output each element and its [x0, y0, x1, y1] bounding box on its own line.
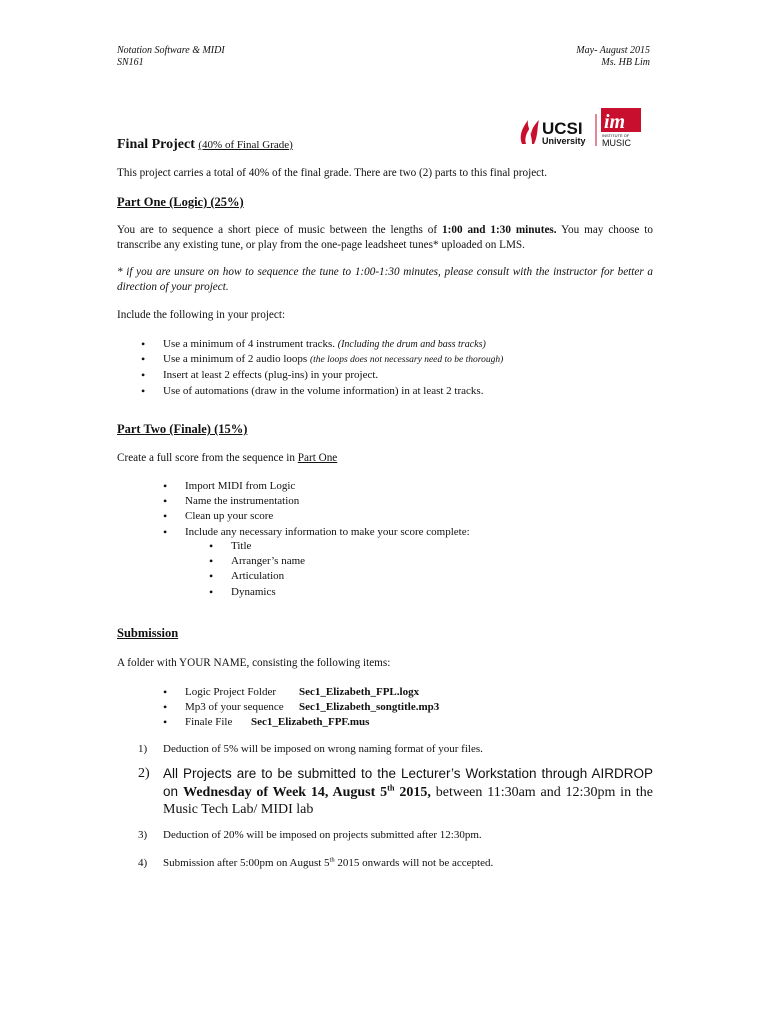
part-one-text-c: You may choose to transcribe any existing tune, or play from the one-page leadsheet tunes* uploaded on LMS. — [117, 224, 654, 251]
header-left — [117, 45, 225, 69]
list-item: • Arranger’s name — [209, 554, 509, 569]
part-one-heading: Part One (Logic) (25%) — [117, 195, 244, 209]
logo-ucsi-text: UCSI — [542, 119, 583, 138]
part-two-list — [163, 479, 643, 540]
list-item: • Import MIDI from Logic — [163, 479, 643, 494]
list-item: • Use a minimum of 2 audio loops (the loops does not necessary need to be thorough) — [141, 352, 661, 368]
logo-institute-text: INSTITUTE OF — [602, 133, 630, 138]
logo-music-text: MUSIC — [602, 138, 631, 148]
logo-university-text: University — [542, 136, 586, 146]
final-weight: (40% of Final Grade) — [198, 139, 293, 151]
rule-3: 3) Deduction of 20% will be imposed on projects submitted after 12:30pm. — [138, 829, 482, 841]
institution-logo — [518, 104, 643, 148]
final-title: Final Project — [117, 137, 195, 152]
final-intro: This project carries a total of 40% of the final grade. There are two (2) parts to this final project. — [117, 167, 548, 179]
header-right — [576, 45, 650, 69]
part-two-intro: Create a full score from the sequence in Part One — [117, 452, 338, 464]
part-two-sublist — [209, 539, 509, 600]
final-project-title — [117, 137, 293, 153]
list-item: • Dynamics — [209, 585, 509, 600]
list-item: • Insert at least 2 effects (plug-ins) in your project. — [141, 368, 661, 383]
rule-1: 1) Deduction of 5% will be imposed on wrong naming format of your files. — [138, 743, 483, 755]
part-one-duration: 1:00 and 1:30 minutes. — [442, 224, 557, 236]
submission-intro: A folder with YOUR NAME, consisting the following items: — [117, 657, 391, 669]
lecturer: Ms. HB Lim — [601, 57, 650, 68]
part-one-list — [141, 337, 661, 399]
list-item: • Name the instrumentation — [163, 494, 643, 509]
list-item: • Use a minimum of 4 instrument tracks. (Including the drum and bass tracks) — [141, 337, 661, 352]
list-item: • Clean up your score — [163, 509, 643, 524]
list-item: • Articulation — [209, 569, 509, 584]
part-one-include: Include the following in your project: — [117, 309, 286, 321]
part-one-text-a: You are to sequence a short piece of music between the lengths of — [117, 224, 443, 236]
part-one-reference: Part One — [297, 452, 338, 464]
rule-4: 4) Submission after 5:00pm on August 5th 2015 onwards will not be accepted. — [138, 856, 494, 869]
list-item: • Finale File Sec1_Elizabeth_FPF.mus — [163, 715, 643, 730]
list-item: • Title — [209, 539, 509, 554]
list-item: • Logic Project Folder Sec1_Elizabeth_FPL.logx — [163, 685, 643, 700]
list-item: • Include any necessary information to make your score complete: — [163, 525, 643, 540]
course-code: SN161 — [117, 57, 144, 68]
part-one-note: * if you are unsure on how to sequence the tune to 1:00-1:30 minutes, please consult with the instructor for better a direction of your project. — [117, 266, 653, 293]
part-one-description — [117, 223, 653, 253]
ucsi-flame-icon — [518, 104, 643, 148]
list-item: • Use of automations (draw in the volume information) in at least 2 tracks. — [141, 384, 661, 399]
rule-2: 2) All Projects are to be submitted to the Lecturer’s Workstation through AIRDROP on Wednesday of Week 14, August 5th 2015, between 11:30am and 12:30pm in the Music Tech Lab/ MIDI lab — [138, 766, 653, 817]
logo-im-text: im — [604, 111, 626, 133]
submission-files — [163, 685, 643, 731]
part-two-heading: Part Two (Finale) (15%) — [117, 422, 248, 436]
term: May- August 2015 — [576, 45, 650, 56]
submission-deadline: Wednesday of Week 14, August 5 — [183, 785, 388, 800]
list-item: • Mp3 of your sequence Sec1_Elizabeth_songtitle.mp3 — [163, 700, 643, 715]
submission-heading: Submission — [117, 626, 179, 640]
course-name: Notation Software & MIDI — [117, 45, 225, 56]
